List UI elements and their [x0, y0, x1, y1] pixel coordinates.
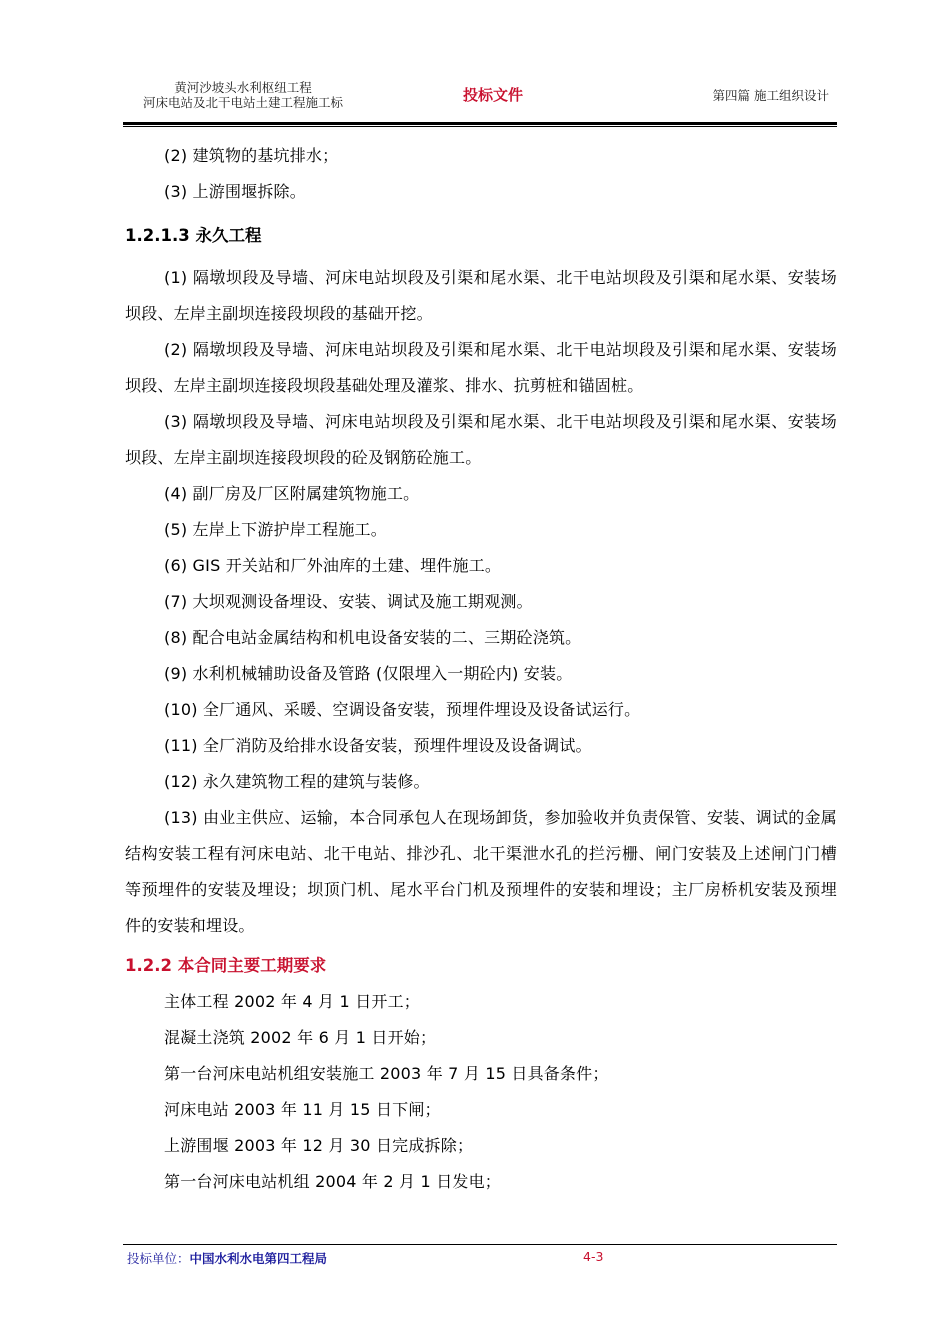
schedule-item: 第一台河床电站机组安装施工 2003 年 7 月 15 日具备条件；	[164, 1064, 609, 1083]
list-item: (5) 左岸上下游护岸工程施工。	[164, 520, 387, 539]
schedule-item: 混凝土浇筑 2002 年 6 月 1 日开始；	[164, 1028, 437, 1047]
list-item: (2) 隔墩坝段及导墙、河床电站坝段及引渠和尾水渠、北干电站坝段及引渠和尾水渠、安装场坝段、左岸主副坝连接段坝段基础处理及灌浆、排水、抗剪桩和锚固桩。	[125, 340, 837, 395]
list-item: (11) 全厂消防及给排水设备安装，预埋件埋设及设备调试。	[164, 736, 592, 755]
header-chapter: 第四篇 施工组织设计	[712, 88, 829, 103]
list-item: (8) 配合电站金属结构和机电设备安装的二、三期砼浇筑。	[164, 628, 582, 647]
page-body	[125, 138, 837, 1200]
schedule-item: 河床电站 2003 年 11 月 15 日下闸；	[164, 1100, 441, 1119]
page-number: 4-3	[583, 1249, 604, 1264]
schedule-item: 主体工程 2002 年 4 月 1 日开工；	[164, 992, 420, 1011]
footer-bidder-label: 投标单位：	[127, 1251, 190, 1266]
list-item: (2) 建筑物的基坑排水；	[164, 146, 339, 165]
header-project-line1: 黄河沙坡头水利枢纽工程	[174, 80, 312, 95]
list-item: (12) 永久建筑物工程的建筑与装修。	[164, 772, 430, 791]
section-heading-1213: 1.2.1.3 永久工程	[125, 226, 262, 245]
header-rule-thin	[123, 126, 837, 127]
schedule-item: 第一台河床电站机组 2004 年 2 月 1 日发电；	[164, 1172, 501, 1191]
header-document-type: 投标文件	[463, 86, 524, 104]
list-item: (9) 水利机械辅助设备及管路 (仅限埋入一期砼内) 安装。	[164, 664, 573, 683]
header-rule-thick	[123, 122, 837, 125]
page-header	[123, 74, 837, 122]
list-item: (4) 副厂房及厂区附属建筑物施工。	[164, 484, 420, 503]
footer-bidder-org: 中国水利水电第四工程局	[189, 1251, 328, 1266]
list-item: (6) GIS 开关站和厂外油库的土建、埋件施工。	[164, 556, 502, 575]
list-item: (7) 大坝观测设备埋设、安装、调试及施工期观测。	[164, 592, 533, 611]
header-project-title	[123, 80, 363, 110]
footer-bidder	[127, 1249, 327, 1267]
list-item: (3) 隔墩坝段及导墙、河床电站坝段及引渠和尾水渠、北干电站坝段及引渠和尾水渠、安装场坝段、左岸主副坝连接段坝段的砼及钢筋砼施工。	[125, 412, 837, 467]
list-item: (13) 由业主供应、运输，本合同承包人在现场卸货，参加验收并负责保管、安装、调试的金属结构安装工程有河床电站、北干电站、排沙孔、北干渠泄水孔的拦污栅、闸门安装及上述闸门门槽等预埋件的安装及埋设；坝顶门机、尾水平台门机及预埋件的安装和埋设；主厂房桥机安装及预埋件的安装和埋设。	[125, 808, 837, 935]
schedule-item: 上游围堰 2003 年 12 月 30 日完成拆除；	[164, 1136, 474, 1155]
footer-rule	[123, 1244, 837, 1245]
list-item: (10) 全厂通风、采暖、空调设备安装，预埋件埋设及设备试运行。	[164, 700, 641, 719]
list-item: (3) 上游围堰拆除。	[164, 182, 306, 201]
list-item: (1) 隔墩坝段及导墙、河床电站坝段及引渠和尾水渠、北干电站坝段及引渠和尾水渠、安装场坝段、左岸主副坝连接段坝段的基础开挖。	[125, 268, 837, 323]
header-project-line2: 河床电站及北干电站土建工程施工标	[142, 95, 343, 110]
section-heading-122: 1.2.2 本合同主要工期要求	[125, 956, 327, 975]
